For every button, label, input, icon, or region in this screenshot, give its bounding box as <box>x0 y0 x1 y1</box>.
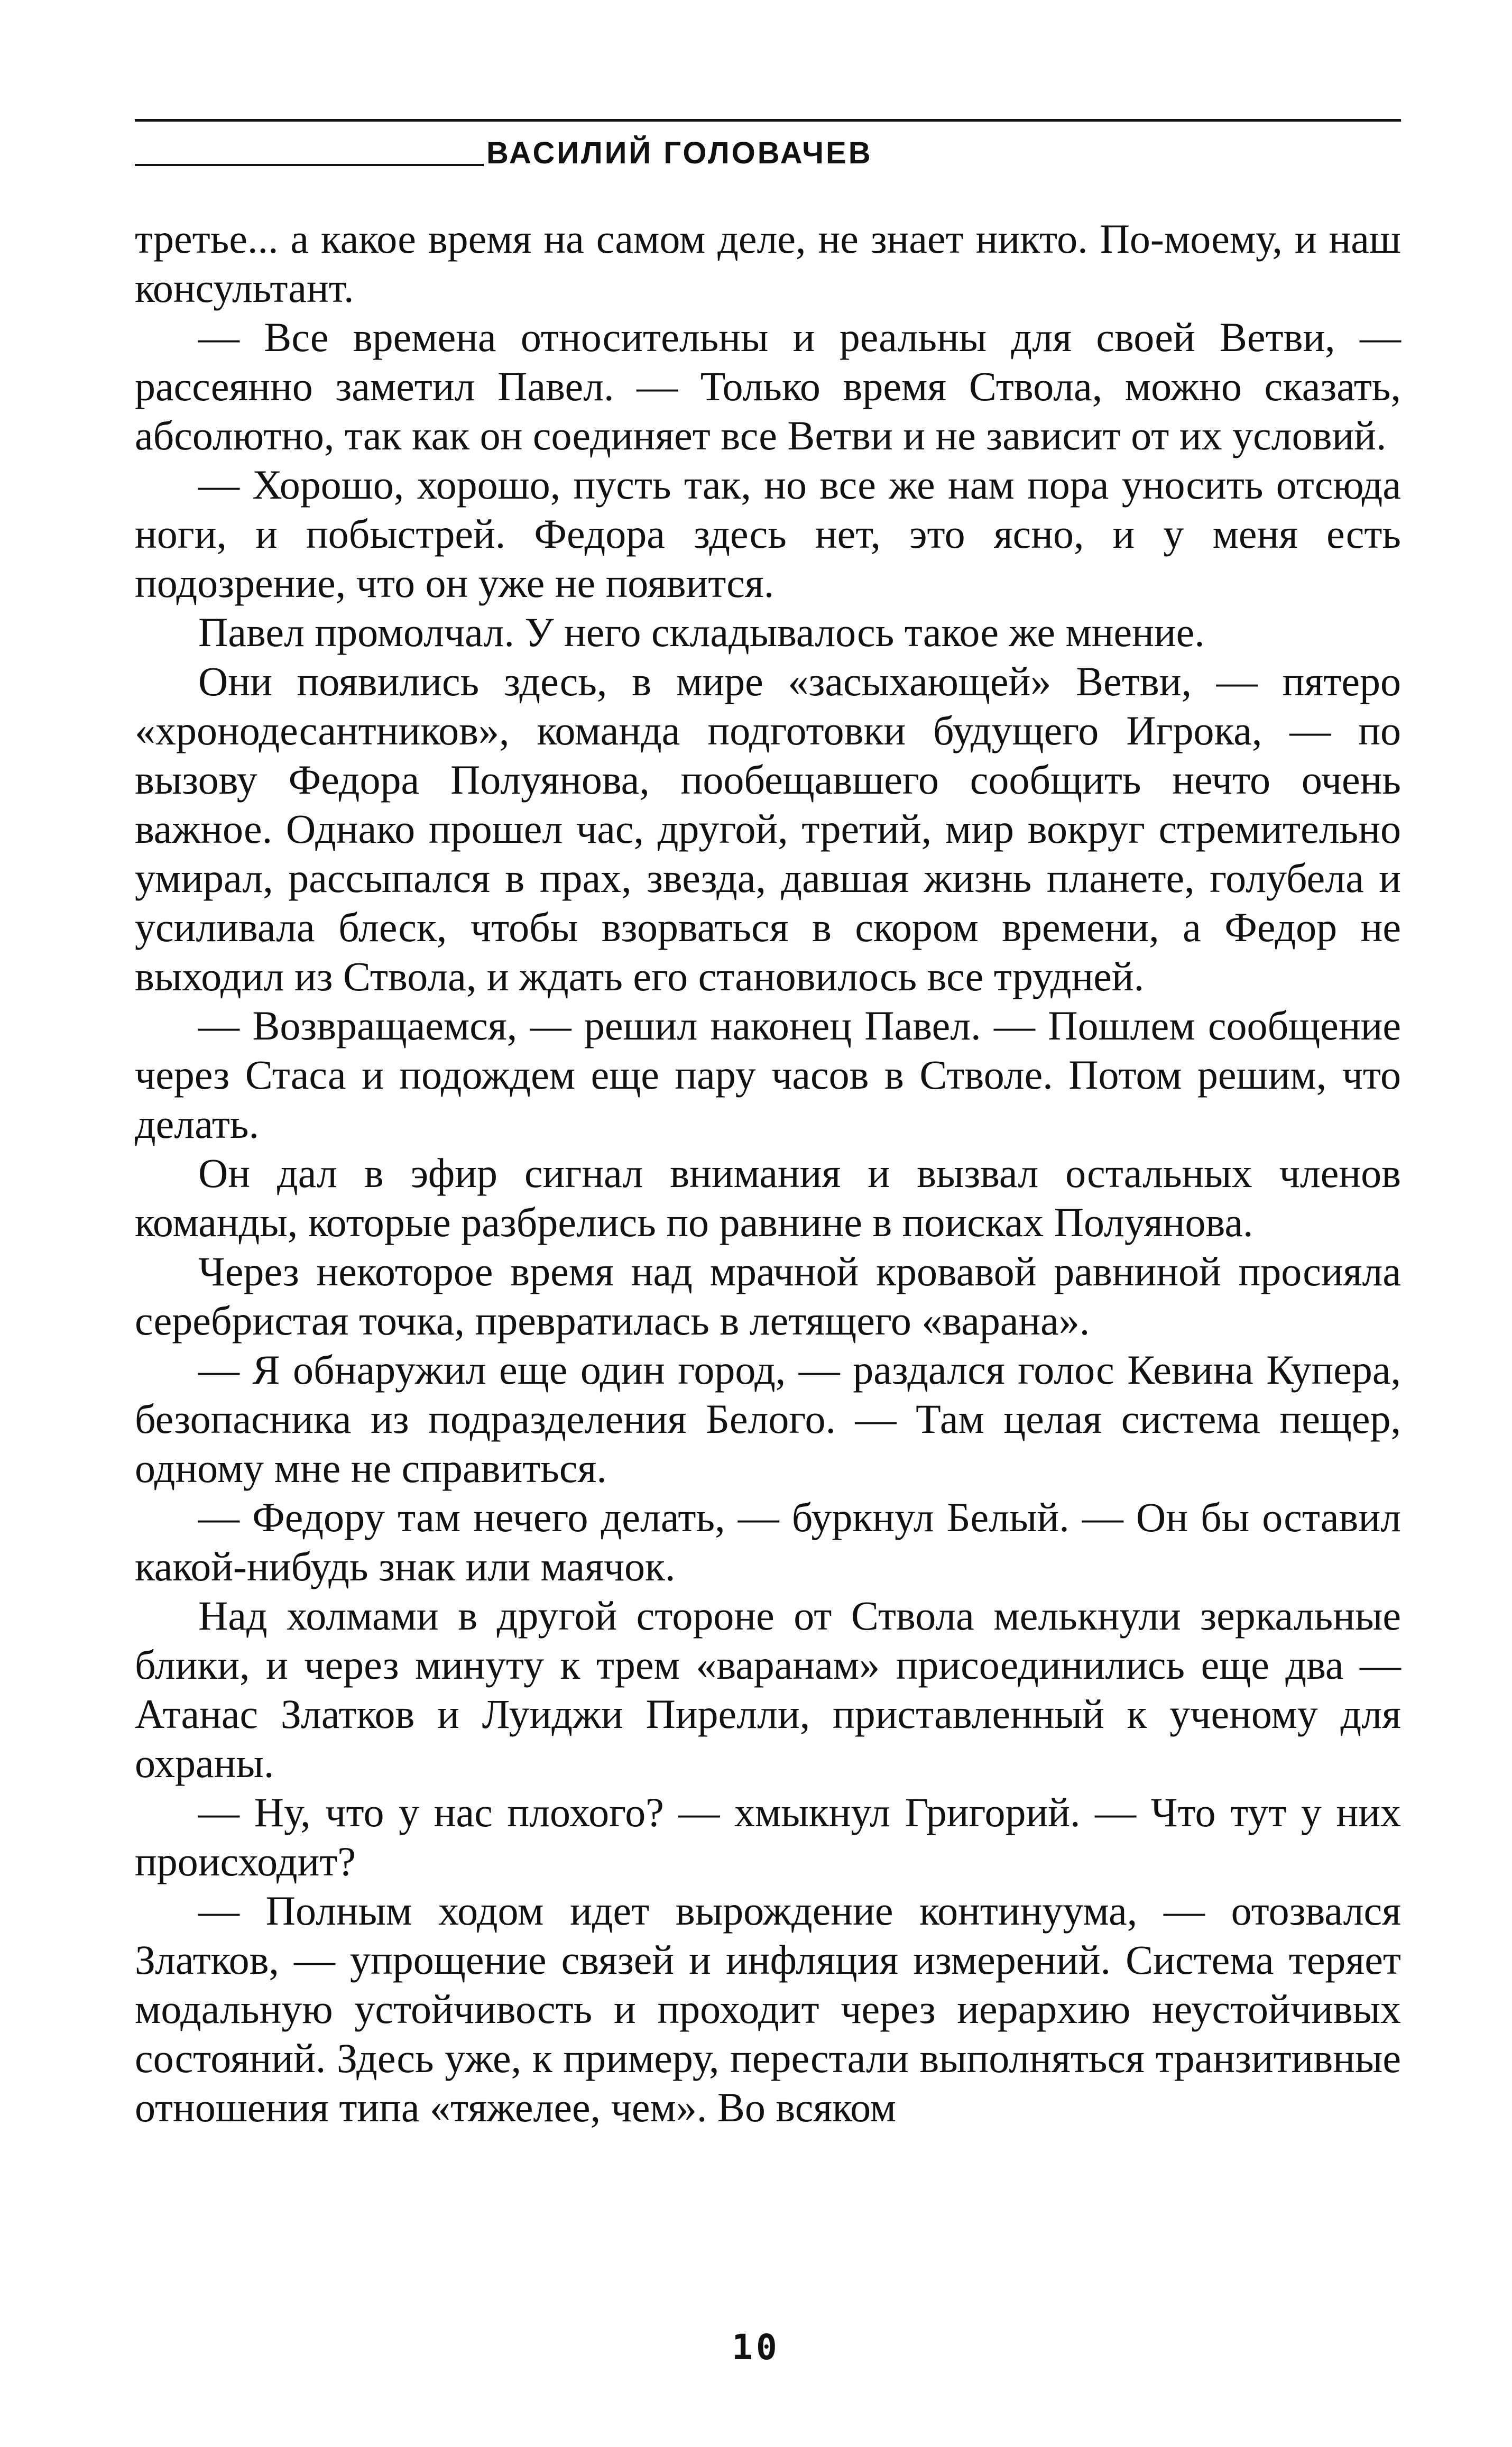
page-header <box>135 119 1401 177</box>
header-left-rule <box>135 164 484 166</box>
paragraph: Над холмами в другой стороне от Ствола мелькнули зеркальные блики, и через минуту к трем «варанам» присоединились еще два — Атанас Златков и Луиджи Пирелли, приставленный к ученому для охраны. <box>135 1593 1401 1786</box>
paragraph: — Федору там нечего делать, — буркнул Белый. — Он бы оставил какой-нибудь знак или маячок. <box>135 1494 1401 1589</box>
paragraph: — Полным ходом идет вырождение континуума, — отозвался Златков, — упрощение связей и инфляция измерений. Система теряет модальную устойчивость и проходит через иерархию неустойчивых состояний. Здесь уже, к примеру, перестали выполняться транзитивные отношения типа «тяжелее, чем». Во всяком <box>135 1888 1401 2130</box>
header-top-rule <box>135 119 1401 122</box>
paragraph: — Ну, что у нас плохого? — хмыкнул Григорий. — Что тут у них происходит? <box>135 1789 1401 1884</box>
page-number: 10 <box>732 2327 780 2368</box>
paragraph: — Все времена относительны и реальны для своей Ветви, — рассеянно заметил Павел. — Только время Ствола, можно сказать, абсолютно, так как он соединяет все Ветви и не зависит от их условий. <box>135 314 1401 458</box>
paragraph: Он дал в эфир сигнал внимания и вызвал остальных членов команды, которые разбрелись по равнине в поисках Полуянова. <box>135 1150 1401 1245</box>
paragraph: — Возвращаемся, — решил наконец Павел. — Пошлем сообщение через Стаса и подождем еще пару часов в Стволе. Потом решим, что делать. <box>135 1002 1401 1147</box>
paragraph: Через некоторое время над мрачной кровавой равниной просияла серебристая точка, превратилась в летящего «варана». <box>135 1248 1401 1344</box>
paragraph: Павел промолчал. У него складывалось такое же мнение. <box>198 609 1205 655</box>
paragraph: — Я обнаружил еще один город, — раздался голос Кевина Купера, безопасника из подразделения Белого. — Там целая система пещер, одному мне не справиться. <box>135 1347 1401 1491</box>
paragraph: Они появились здесь, в мире «засыхающей» Ветви, — пятеро «хронодесантников», команда подготовки будущего Игрока, — по вызову Федора Полуянова, пообещавшего сообщить нечто очень важное. Однако прошел час, другой, третий, мир вокруг стремительно умирал, рассыпался в прах, звезда, давшая жизнь планете, голубела и усиливала блеск, чтобы взорваться в скором времени, а Федор не выходил из Ствола, и ждать его становилось все трудней. <box>135 658 1401 999</box>
running-head-author: ВАСИЛИЙ ГОЛОВАЧЕВ <box>486 136 873 170</box>
paragraph: третье... а какое время на самом деле, не знает никто. По-моему, и наш консультант. <box>135 216 1401 311</box>
paragraph: — Хорошо, хорошо, пусть так, но все же нам пора уносить отсюда ноги, и побыстрей. Федора здесь нет, это ясно, и у меня есть подозрение, что он уже не появится. <box>135 462 1401 606</box>
body-text <box>135 214 1401 2132</box>
